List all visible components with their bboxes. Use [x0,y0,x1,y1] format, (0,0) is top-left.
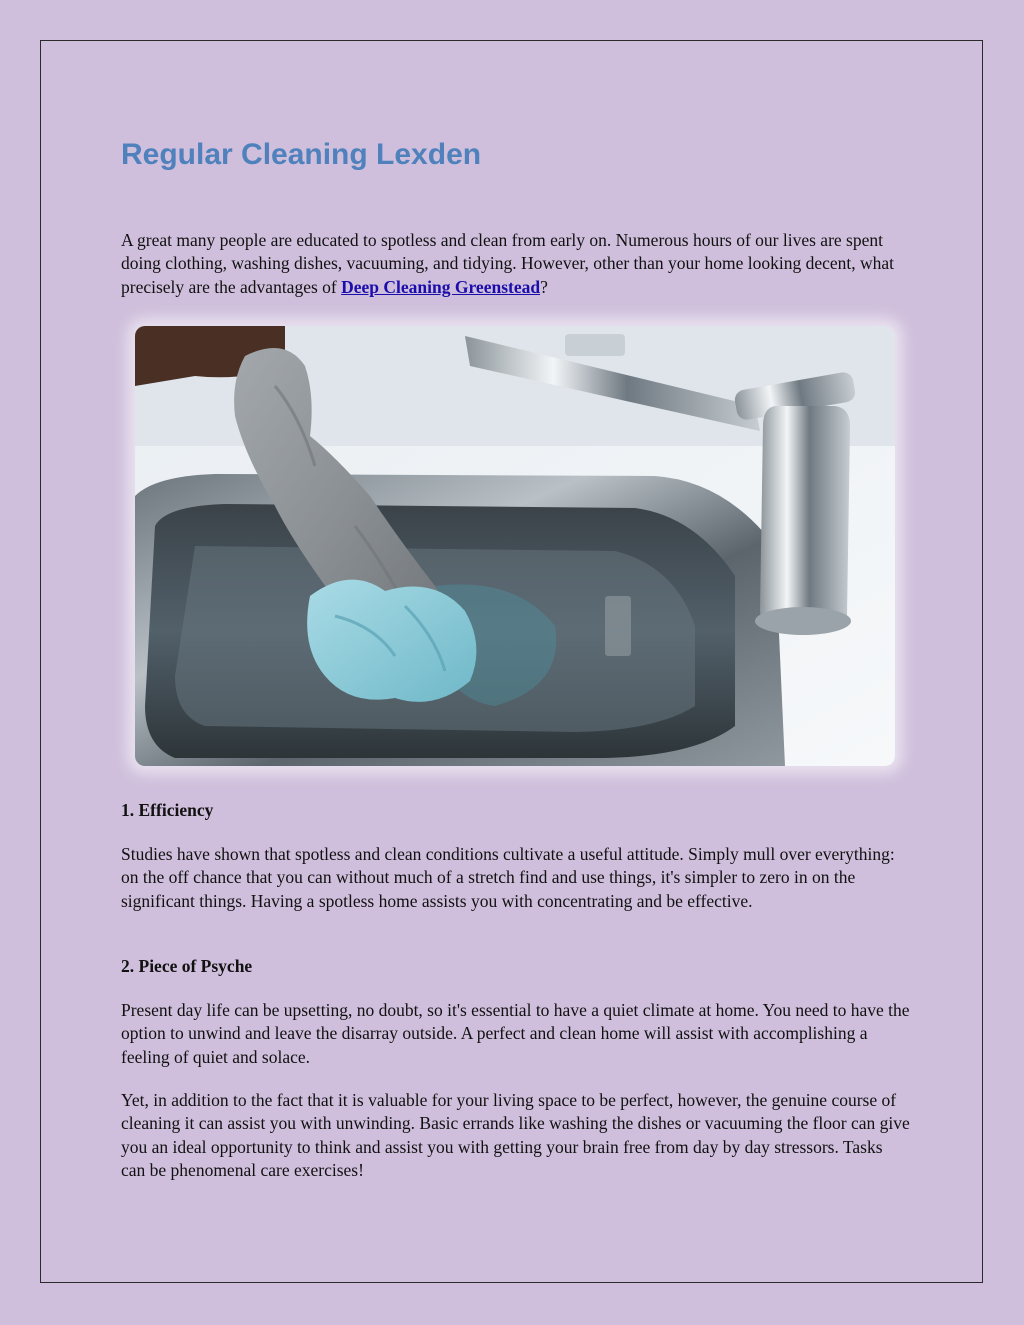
intro-text: A great many people are educated to spotless and clean from early on. Numerous hours of our lives are spent doing clothing, washing dishes, vacuuming, and tidying. However, other than your home looking decent, what precisely are the advantages of [121,230,895,297]
intro-text-end: ? [540,276,548,297]
section-heading-psyche: 2. Piece of Psyche [121,956,253,976]
deep-cleaning-link[interactable]: Deep Cleaning Greenstead [341,276,541,297]
section-heading-efficiency: 1. Efficiency [121,800,214,820]
page-title: Regular Cleaning Lexden [121,138,482,171]
sink-cleaning-photo [135,326,895,766]
efficiency-paragraph: Studies have shown that spotless and clean conditions cultivate a useful attitude. Simply mull over everything: on the off chance that you can without much of a stretch find and use things, it's simpler to zero in on the significant things. Having a spotless home assists you with concentrating and be effective. [121,844,895,911]
psyche-paragraph-1: Present day life can be upsetting, no doubt, so it's essential to have a quiet climate at home. You need to have the option to unwind and leave the disarray outside. A perfect and clean home will assist with accomplishing a feeling of quiet and solace. [121,1000,910,1067]
psyche-paragraph-2: Yet, in addition to the fact that it is valuable for your living space to be perfect, however, the genuine course of cleaning it can assist you with unwinding. Basic errands like washing the dishes or vacuuming the floor can give you an ideal opportunity to think and assist you with getting your brain free from day by day stressors. Tasks can be phenomenal care exercises! [121,1090,910,1180]
intro-paragraph [121,229,911,299]
